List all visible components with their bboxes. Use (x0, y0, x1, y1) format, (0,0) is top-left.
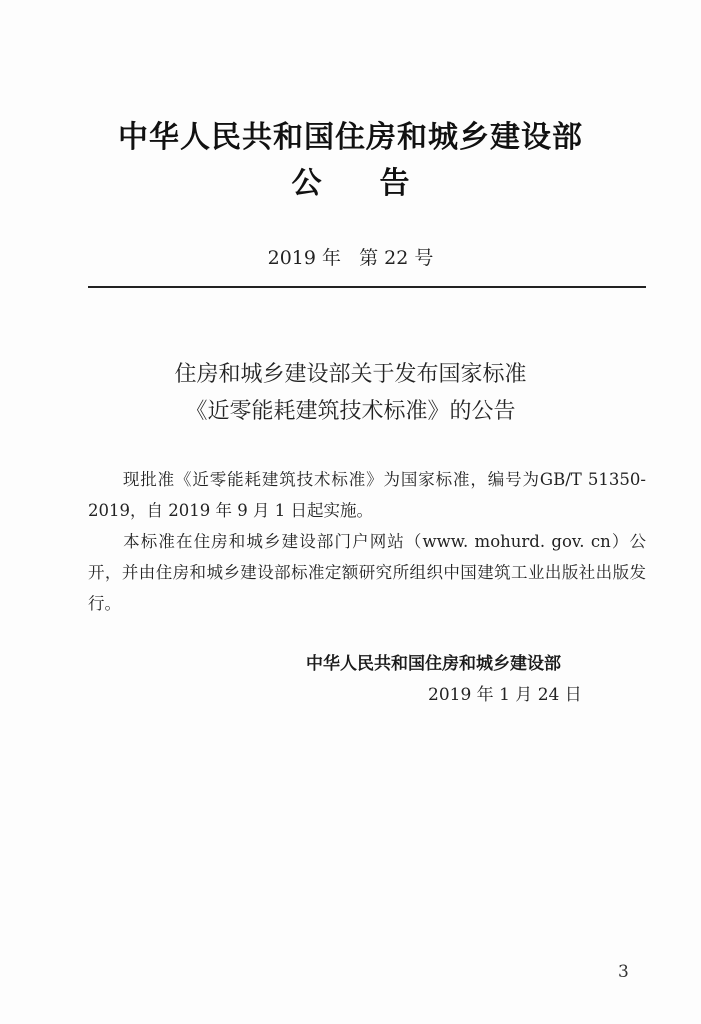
body-paragraph-2-text: 本标准在住房和城乡建设部门户网站（www. mohurd. gov. cn）公开，并由住房和城乡建设部标准定额研究所组织中国建筑工业出版社出版发行。 (88, 532, 646, 613)
body-paragraph-2 (88, 526, 646, 619)
announcement-title-line-1: 住房和城乡建设部关于发布国家标准 (174, 362, 527, 387)
header-divider (88, 286, 646, 288)
ministry-title: 中华人民共和国住房和城乡建设部 (118, 120, 583, 155)
notice-title: 公告 (291, 166, 468, 201)
page-number: 3 (618, 962, 629, 982)
document-number: 2019 年 第 22 号 (267, 247, 434, 269)
signature-date: 2019 年 1 月 24 日 (428, 685, 582, 705)
signature-issuer: 中华人民共和国住房和城乡建设部 (306, 654, 561, 674)
announcement-title-line-2: 《近零能耗建筑技术标准》的公告 (185, 399, 516, 424)
body-paragraph-1 (88, 464, 646, 526)
body-paragraph-1-text: 现批准《近零能耗建筑技术标准》为国家标准，编号为GB/T 51350-2019，自 2019 年 9 月 1 日起实施。 (88, 470, 646, 520)
